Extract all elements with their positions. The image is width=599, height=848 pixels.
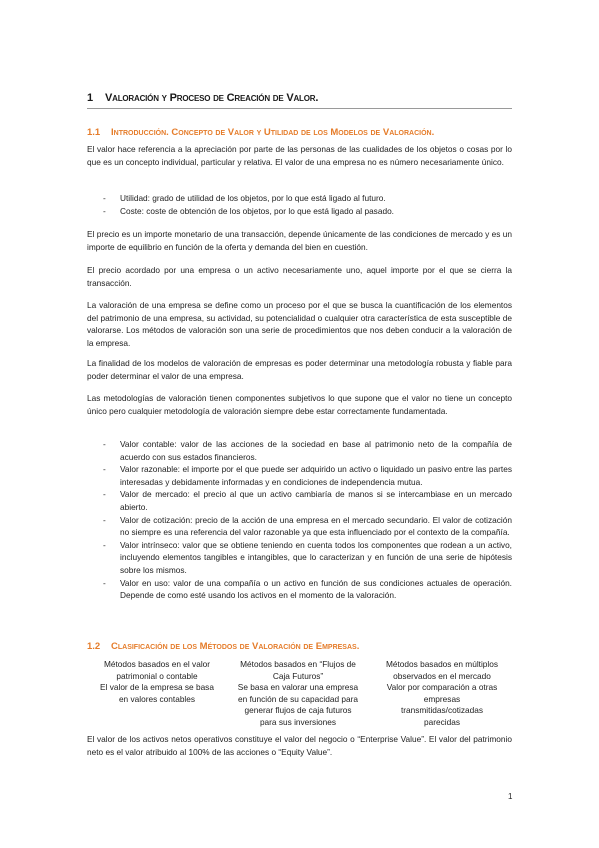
paragraph-closing: El valor de los activos netos operativos constituye el valor del negocio o “Enterprise Value”. El valor del patrimonio neto es el valor atribuido al 100% de las acciones o “Equity Value”. — [87, 734, 512, 757]
list-item: - Coste: coste de obtención de los objetos, por lo que está ligado al pasado. — [103, 205, 394, 216]
paragraph-finalidad: La finalidad de los modelos de valoración de empresas es poder determinar una metodología robusta y fiable para poder determinar el valor de una empresa. — [87, 358, 512, 381]
bullet-list-tipos-valor — [87, 438, 512, 602]
method-column-flujos-caja: Métodos basados en “Flujos de Caja Futuros” Se basa en valorar una empresa en función de su capacidad para generar flujos de caja futuros para sus inversiones — [237, 659, 359, 727]
chapter-title: Valoración y Proceso de Creación de Valor. — [105, 92, 319, 104]
list-item: - Valor razonable: el importe por el que puede ser adquirido un activo o liquidado un pasivo entre las partes interesadas y debidamente informadas y en condiciones de independencia mutua. — [103, 464, 512, 487]
section-title: Clasificación de los Métodos de Valoración de Empresas. — [111, 641, 360, 652]
list-item: - Valor intrínseco: valor que se obtiene teniendo en cuenta todos los componentes que rodean a un activo, incluyendo elementos tangibles e intangibles, que lo caracterizan y en función de una serie de hipótesis sobre los mismos. — [103, 539, 512, 575]
paragraph-metodologias: Las metodologías de valoración tienen componentes subjetivos lo que supone que el valor no tiene un concepto único pero cualquier metodología de valoración siempre debe estar correctamente fundamentada. — [87, 393, 512, 416]
list-item: - Valor contable: valor de las acciones de la sociedad en base al patrimonio neto de la compañía de acuerdo con sus estados financieros. — [103, 439, 512, 462]
section-number: 1.2 — [87, 641, 101, 652]
bullet-list-utilidad-coste — [87, 192, 512, 217]
page-number: 1 — [508, 792, 513, 801]
paragraph-valoracion: La valoración de una empresa se define como un proceso por el que se busca la cuantificación de los elementos del patrimonio de una empresa, su actividad, su potencialidad o cualquier otra característica de esta susceptible de valorarse. Los métodos de valoración son una serie de procedimientos que nos deben conducir a la valoración de la empresa. — [87, 300, 512, 348]
methods-grid — [87, 659, 515, 728]
list-item: - Valor de mercado: el precio al que un activo cambiaría de manos si se intercambiase en un mercado abierto. — [103, 489, 512, 512]
paragraph-precio-acordado: El precio acordado por una empresa o un activo necesariamente uno, aquel importe por el que se cierra la transacción. — [87, 265, 512, 288]
section-title: Introducción. Concepto de Valor y Utilidad de los Modelos de Valoración. — [111, 127, 435, 138]
list-item: - Valor de cotización: precio de la acción de una empresa en el mercado secundario. El valor de cotización no siempre es una referencia del valor razonable ya que esta influenciado por el contexto de la compañía. — [103, 514, 512, 538]
chapter-number: 1 — [87, 92, 94, 104]
paragraph-intro: El valor hace referencia a la apreciación por parte de las personas de las cualidades de los objetos o cosas por lo que es un concepto individual, particular y relativa. El valor de una empresa no es número necesariamente único. — [87, 144, 512, 167]
method-column-patrimonial: Métodos basados en el valor patrimonial o contable El valor de la empresa se basa en valores contables — [100, 659, 214, 704]
paragraph-precio: El precio es un importe monetario de una transacción, depende únicamente de las condiciones de mercado y es un importe de equilibrio en función de la oferta y demanda del bien en cuestión. — [87, 229, 512, 252]
section-heading-1-2 — [87, 641, 359, 652]
chapter-heading — [87, 92, 512, 109]
list-item: - Utilidad: grado de utilidad de los objetos, por lo que está ligado al futuro. — [103, 193, 386, 203]
list-item: - Valor en uso: valor de una compañía o un activo en función de sus condiciones actuales de operación. Depende de como esté usando los activos en el momento de la valoración. — [103, 577, 512, 601]
section-number: 1.1 — [87, 127, 101, 138]
method-column-multiplos: Métodos basados en múltiplos observados en el mercado Valor por comparación a otras empresas transmitidas/cotizadas parecidas — [385, 659, 499, 727]
section-heading-1-1 — [87, 127, 434, 138]
